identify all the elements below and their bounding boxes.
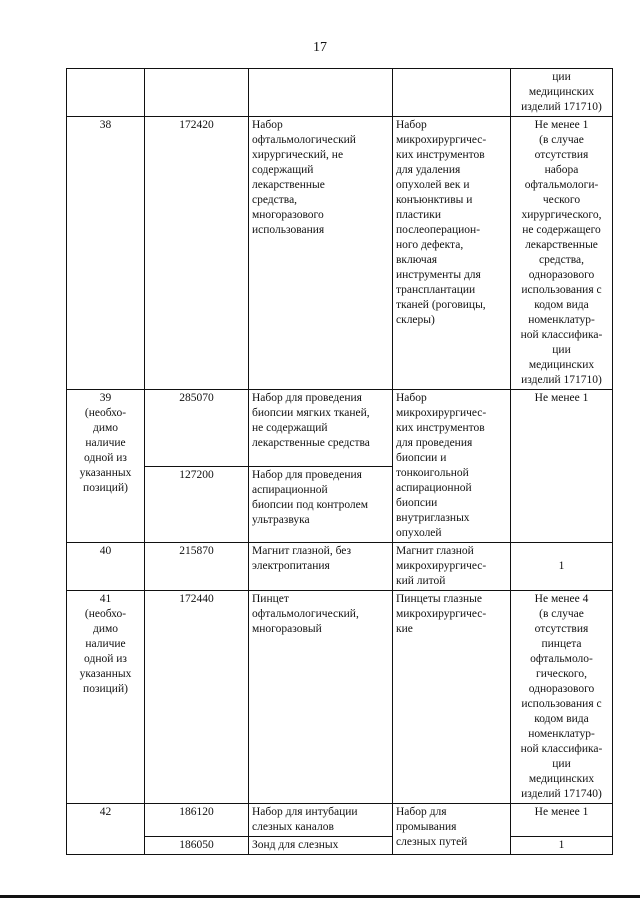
cell-text-line: использования с bbox=[521, 698, 602, 710]
cell-text-line: медицинских bbox=[528, 86, 595, 98]
cell-text-line: одноразового bbox=[528, 683, 595, 695]
cell-text-line: пластики bbox=[396, 209, 442, 221]
cell-text-line: не содержащий bbox=[252, 422, 328, 434]
cell-text-line: офтальмологический bbox=[252, 134, 356, 146]
cell-quantity bbox=[511, 117, 613, 390]
cell-text-line: 40 bbox=[99, 545, 112, 557]
cell-code: 172440 bbox=[145, 591, 249, 804]
cell-text-line: биопсии под контролем bbox=[252, 498, 369, 511]
table-row-continuation bbox=[67, 69, 613, 117]
cell-text-line: содержащий bbox=[252, 164, 314, 176]
cell-text-line: промывания bbox=[396, 821, 457, 833]
cell-name bbox=[249, 543, 393, 591]
cell-function bbox=[393, 390, 511, 543]
cell-text-line: 1 bbox=[558, 560, 565, 572]
cell-text-line: изделий 171710) bbox=[521, 374, 602, 386]
cell-number bbox=[67, 117, 145, 390]
table-row-39a bbox=[67, 390, 613, 467]
cell-text-line: 41 bbox=[99, 593, 112, 605]
cell-text-line: (в случае bbox=[539, 134, 584, 146]
cell-text-line: офтальмологический, bbox=[252, 608, 359, 620]
cell-text-line: ческого bbox=[542, 194, 581, 206]
cell-text-line: 38 bbox=[99, 119, 112, 131]
cell-text-line: опухолей bbox=[396, 527, 442, 539]
cell-text-line: биопсии мягких тканей, bbox=[252, 407, 370, 419]
cell-text-line: гического, bbox=[536, 668, 587, 680]
cell-text-line: аспирационной bbox=[396, 482, 472, 494]
cell-code: 172420 bbox=[145, 117, 249, 390]
cell-text-line: Набор bbox=[396, 119, 427, 131]
cell-code: 186120 bbox=[145, 804, 249, 837]
cell-text-line: Не менее 1 bbox=[534, 119, 589, 131]
cell-text-line: Магнит глазной, без bbox=[252, 545, 352, 557]
cell-text-line: использования bbox=[252, 224, 325, 236]
cell-text-line: опухолей век и bbox=[396, 179, 470, 191]
cell-text-line: многоразового bbox=[252, 209, 324, 221]
cell-text-line: Не менее 4 bbox=[534, 593, 589, 605]
cell-text-line: конъюнктивы и bbox=[396, 194, 473, 206]
equipment-table bbox=[66, 68, 613, 855]
cell-text-line: не содержащего bbox=[522, 224, 601, 236]
cell-text-line: биопсии и bbox=[396, 452, 447, 464]
cell-text-line: трансплантации bbox=[396, 284, 476, 296]
cell-name bbox=[249, 390, 393, 467]
cell-text-line: электропитания bbox=[252, 560, 330, 572]
cell-text-line: 42 bbox=[99, 806, 112, 818]
cell-function bbox=[393, 543, 511, 591]
cell-text-line: средства, bbox=[538, 254, 585, 266]
cell-text-line: позиций) bbox=[83, 482, 128, 494]
cell-text-line: включая bbox=[396, 254, 438, 266]
cell-text-line: микрохирургичес- bbox=[396, 608, 487, 620]
cell-text-line: тонкоигольной bbox=[396, 467, 469, 479]
cell-function bbox=[393, 591, 511, 804]
cell-name bbox=[249, 837, 393, 855]
cell-text-line: Набор для интубации bbox=[252, 806, 358, 818]
cell-text-line: слезных каналов bbox=[252, 821, 334, 833]
cell-text-line: медицинских bbox=[528, 773, 595, 785]
cell-text-line: номенклатур- bbox=[528, 314, 595, 326]
cell-text-line: наличие bbox=[85, 638, 126, 650]
cell-text-line: многоразовый bbox=[252, 623, 322, 635]
cell-text-line: одноразового bbox=[528, 269, 595, 281]
cell-text-line: (необхо- bbox=[84, 608, 127, 620]
cell-text-line: хирургический, не bbox=[252, 149, 344, 161]
cell-text-line: аспирационной bbox=[252, 483, 328, 496]
table-row-41 bbox=[67, 591, 613, 804]
cell-text-line: изделий 171740) bbox=[521, 788, 602, 800]
cell-text-line: отсутствия bbox=[534, 149, 589, 161]
cell-number bbox=[67, 390, 145, 543]
cell-text-line: Зонд для слезных bbox=[252, 839, 339, 851]
cell-text-line: димо bbox=[92, 422, 119, 434]
cell-text-line: ких инструментов bbox=[396, 149, 485, 161]
cell-text-line: позиций) bbox=[83, 683, 128, 695]
cell-code: 186050 bbox=[145, 837, 249, 855]
cell-text-line: Набор для bbox=[396, 806, 447, 818]
cell-text-line: кодом вида bbox=[534, 713, 589, 725]
cell-name bbox=[249, 466, 393, 543]
cell-name bbox=[249, 804, 393, 837]
page-number: 17 bbox=[313, 40, 327, 55]
cell-text-line: ной классифика- bbox=[520, 329, 603, 341]
cell-code bbox=[145, 69, 249, 117]
cell-text-line: микрохирургичес- bbox=[396, 134, 487, 146]
cell-text-line: для удаления bbox=[396, 164, 461, 176]
cell-quantity bbox=[511, 390, 613, 543]
cell-text-line: для проведения bbox=[396, 437, 473, 449]
cell-text-line: указанных bbox=[79, 467, 132, 479]
cell-code: 285070 bbox=[145, 390, 249, 467]
cell-name bbox=[249, 117, 393, 390]
cell-text-line: микрохирургичес- bbox=[396, 407, 487, 419]
cell-number bbox=[67, 804, 145, 855]
cell-text-line: офтальмологи- bbox=[524, 179, 599, 191]
cell-function bbox=[393, 804, 511, 855]
cell-name bbox=[249, 591, 393, 804]
cell-text-line: отсутствия bbox=[534, 623, 589, 635]
cell-text-line: лекарственные средства bbox=[252, 437, 370, 449]
cell-text-line: указанных bbox=[79, 668, 132, 680]
table-row-42b bbox=[67, 837, 613, 855]
cell-text-line: инструменты для bbox=[396, 269, 481, 281]
cell-text-line: кодом вида bbox=[534, 299, 589, 311]
cell-code: 215870 bbox=[145, 543, 249, 591]
cell-quantity bbox=[511, 591, 613, 804]
cell-text-line: одной из bbox=[84, 452, 127, 464]
cell-text-line: димо bbox=[92, 623, 119, 635]
table-row-38 bbox=[67, 117, 613, 390]
table-row-42a bbox=[67, 804, 613, 837]
cell-text-line: одной из bbox=[84, 653, 127, 665]
cell-text-line: (необхо- bbox=[84, 407, 127, 419]
cell-function bbox=[393, 69, 511, 117]
cell-text-line: ции bbox=[552, 71, 571, 83]
cell-text-line: тканей (роговицы, bbox=[396, 299, 486, 311]
cell-text-line: кий литой bbox=[396, 575, 446, 587]
cell-quantity bbox=[511, 837, 613, 855]
cell-text-line: хирургического, bbox=[521, 209, 602, 221]
cell-text-line: пинцета bbox=[541, 638, 582, 650]
cell-code: 127200 bbox=[145, 466, 249, 543]
cell-text-line: биопсии bbox=[396, 497, 438, 509]
cell-text-line: Набор bbox=[252, 119, 283, 131]
cell-text-line: Не менее 1 bbox=[534, 806, 589, 818]
cell-text-line: Набор bbox=[396, 392, 427, 404]
cell-text-line: слезных путей bbox=[396, 836, 468, 848]
cell-text-line: ции bbox=[552, 758, 571, 770]
cell-text-line: ного дефекта, bbox=[396, 239, 464, 251]
cell-text-line: кие bbox=[396, 623, 413, 635]
cell-quantity bbox=[511, 804, 613, 837]
cell-quantity bbox=[511, 543, 613, 591]
cell-number bbox=[67, 543, 145, 591]
cell-text-line: Пинцет bbox=[252, 593, 289, 605]
cell-text-line: изделий 171710) bbox=[521, 101, 602, 113]
cell-text-line: (в случае bbox=[539, 608, 584, 620]
cell-number bbox=[67, 591, 145, 804]
cell-text-line: микрохирургичес- bbox=[396, 560, 487, 572]
cell-text-line: лекарственные bbox=[252, 179, 325, 191]
cell-text-line: послеоперацион- bbox=[396, 224, 481, 236]
cell-quantity bbox=[511, 69, 613, 117]
cell-text-line: Не менее 1 bbox=[534, 392, 589, 404]
cell-text-line: 39 bbox=[99, 392, 112, 404]
cell-text-line: Набор для проведения bbox=[252, 468, 362, 481]
cell-text-line: ультразвука bbox=[252, 513, 310, 526]
cell-text-line: наличие bbox=[85, 437, 126, 449]
cell-name bbox=[249, 69, 393, 117]
cell-text-line: средства, bbox=[252, 194, 298, 206]
cell-number bbox=[67, 69, 145, 117]
cell-text-line: ких инструментов bbox=[396, 422, 485, 434]
cell-text-line: Пинцеты глазные bbox=[396, 593, 483, 605]
cell-text-line: склеры) bbox=[396, 314, 435, 326]
cell-text-line: Набор для проведения bbox=[252, 392, 362, 404]
cell-text-line: внутриглазных bbox=[396, 512, 470, 524]
cell-text-line: лекарственные bbox=[525, 239, 598, 251]
cell-function bbox=[393, 117, 511, 390]
cell-text-line: набора bbox=[544, 164, 579, 176]
table-row-40 bbox=[67, 543, 613, 591]
cell-text-line: использования с bbox=[521, 284, 602, 296]
cell-text-line: номенклатур- bbox=[528, 728, 595, 740]
cell-text-line: ции bbox=[552, 344, 571, 356]
cell-text-line: 1 bbox=[558, 839, 565, 851]
cell-text-line: офтальмоло- bbox=[530, 653, 593, 665]
cell-text-line: медицинских bbox=[528, 359, 595, 371]
cell-text-line: Магнит глазной bbox=[396, 545, 474, 557]
cell-text-line: ной классифика- bbox=[520, 743, 603, 755]
